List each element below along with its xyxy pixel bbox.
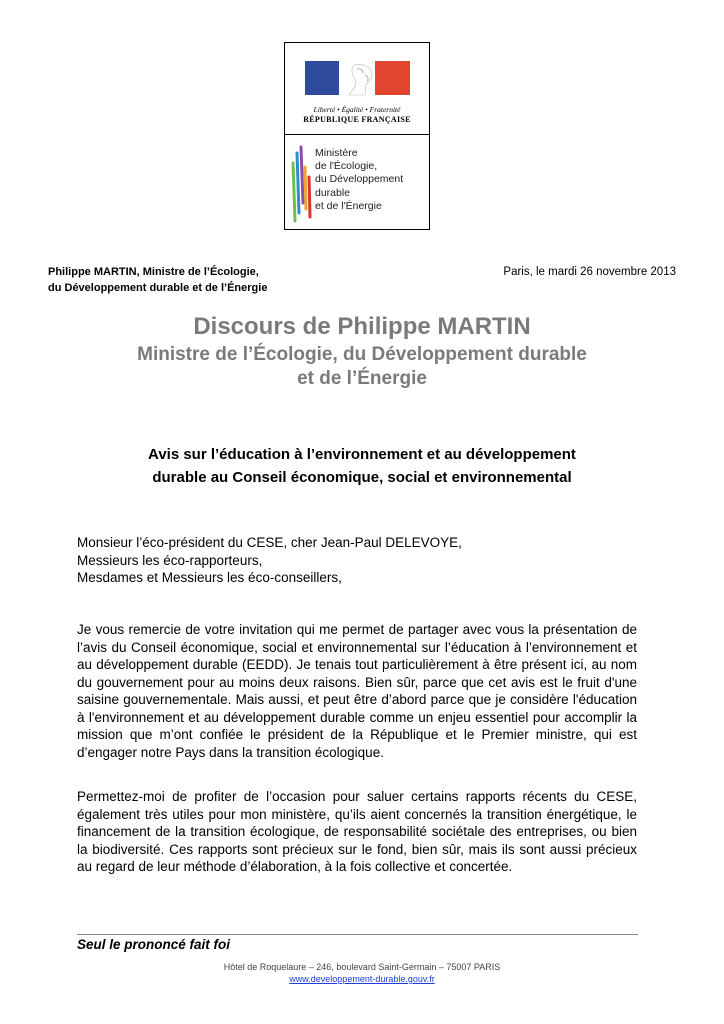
subject-line: durable au Conseil économique, social et environnemental [152, 469, 572, 486]
body-paragraph: Permettez-moi de profiter de l’occasion pour saluer certains rapports récents du CESE, également très utiles pour mon ministère, qu’ils aient concernés la transition énergétique, le financement de la transition écologique, de responsabilité sociétale des entreprises, ou bien la biodiversité. Ces rapports sont précieux sur le fond, bien sûr, mais ils sont aussi précieux au regard de leur méthode d’élaboration, à la fois collective et concertée. [77, 789, 637, 874]
speech-subject [60, 443, 664, 489]
republic-logo [285, 43, 429, 133]
logo-divider [285, 134, 429, 135]
title-line: et de l’Énergie [297, 368, 427, 389]
website-link[interactable]: www.developpement-durable.gouv.fr [289, 974, 435, 984]
page-title [0, 311, 724, 391]
salutation-line: Messieurs les éco-rapporteurs, [77, 552, 263, 568]
ministry-name-line: du Développement [315, 173, 404, 186]
footer-divider [77, 934, 638, 935]
footer-address: Hôtel de Roquelaure – 246, boulevard Saint-Germain – 75007 PARIS [223, 962, 501, 972]
speaker-line: Philippe MARTIN, Ministre de l’Écologie, [48, 266, 259, 278]
salutation [77, 534, 462, 587]
ministry-name-line: de l'Écologie, [315, 160, 378, 173]
ministry-name-line: Ministère [315, 147, 358, 159]
ministry-name-line: et de l'Énergie [315, 199, 382, 212]
salutation-line: Monsieur l’éco-président du CESE, cher Jean-Paul DELEVOYE, [77, 535, 462, 550]
ministry-logo [284, 42, 430, 230]
footer-website [0, 974, 724, 984]
republic-motto: Liberté • Égalité • Fraternité [313, 105, 401, 114]
ministry-name [315, 147, 403, 213]
salutation-line: Mesdames et Messieurs les éco-conseillers, [77, 570, 342, 585]
speaker-attribution [48, 264, 267, 296]
republic-name: RÉPUBLIQUE FRANÇAISE [303, 115, 411, 124]
speaker-line: du Développement durable et de l’Énergie [48, 282, 268, 294]
marianne-flag-icon [305, 61, 410, 105]
title-line: Discours de Philippe MARTIN [193, 313, 531, 340]
footer-disclaimer: Seul le prononcé fait foi [77, 937, 231, 952]
ministry-name-line: durable [315, 186, 351, 199]
ministry-stripes-icon [291, 143, 313, 223]
title-line: Ministre de l’Écologie, du Développement durable [137, 344, 587, 365]
speech-date: Paris, le mardi 26 novembre 2013 [503, 266, 676, 278]
body-paragraph: Je vous remercie de votre invitation qui me permet de partager avec vous la présentation de l’avis du Conseil économique, social et environnemental sur l’éducation à l’environnement et au développement durable (EEDD). Je tenais tout particulièrement à être présent ici, au nom du gouvernement pour au moins deux raisons. Bien sûr, parce que cet avis est le fruit d'une saisine gouvernementale. Mais aussi, et peut être d’abord parce que je considère l'éducation à l'environnement et au développement durable comme un enjeu essentiel pour accomplir la mission que m’ont confiée le président de la République et le Premier ministre, qui est d’engager notre Pays dans la transition écologique. [77, 622, 637, 760]
subject-line: Avis sur l’éducation à l’environnement et au développement [148, 446, 576, 463]
